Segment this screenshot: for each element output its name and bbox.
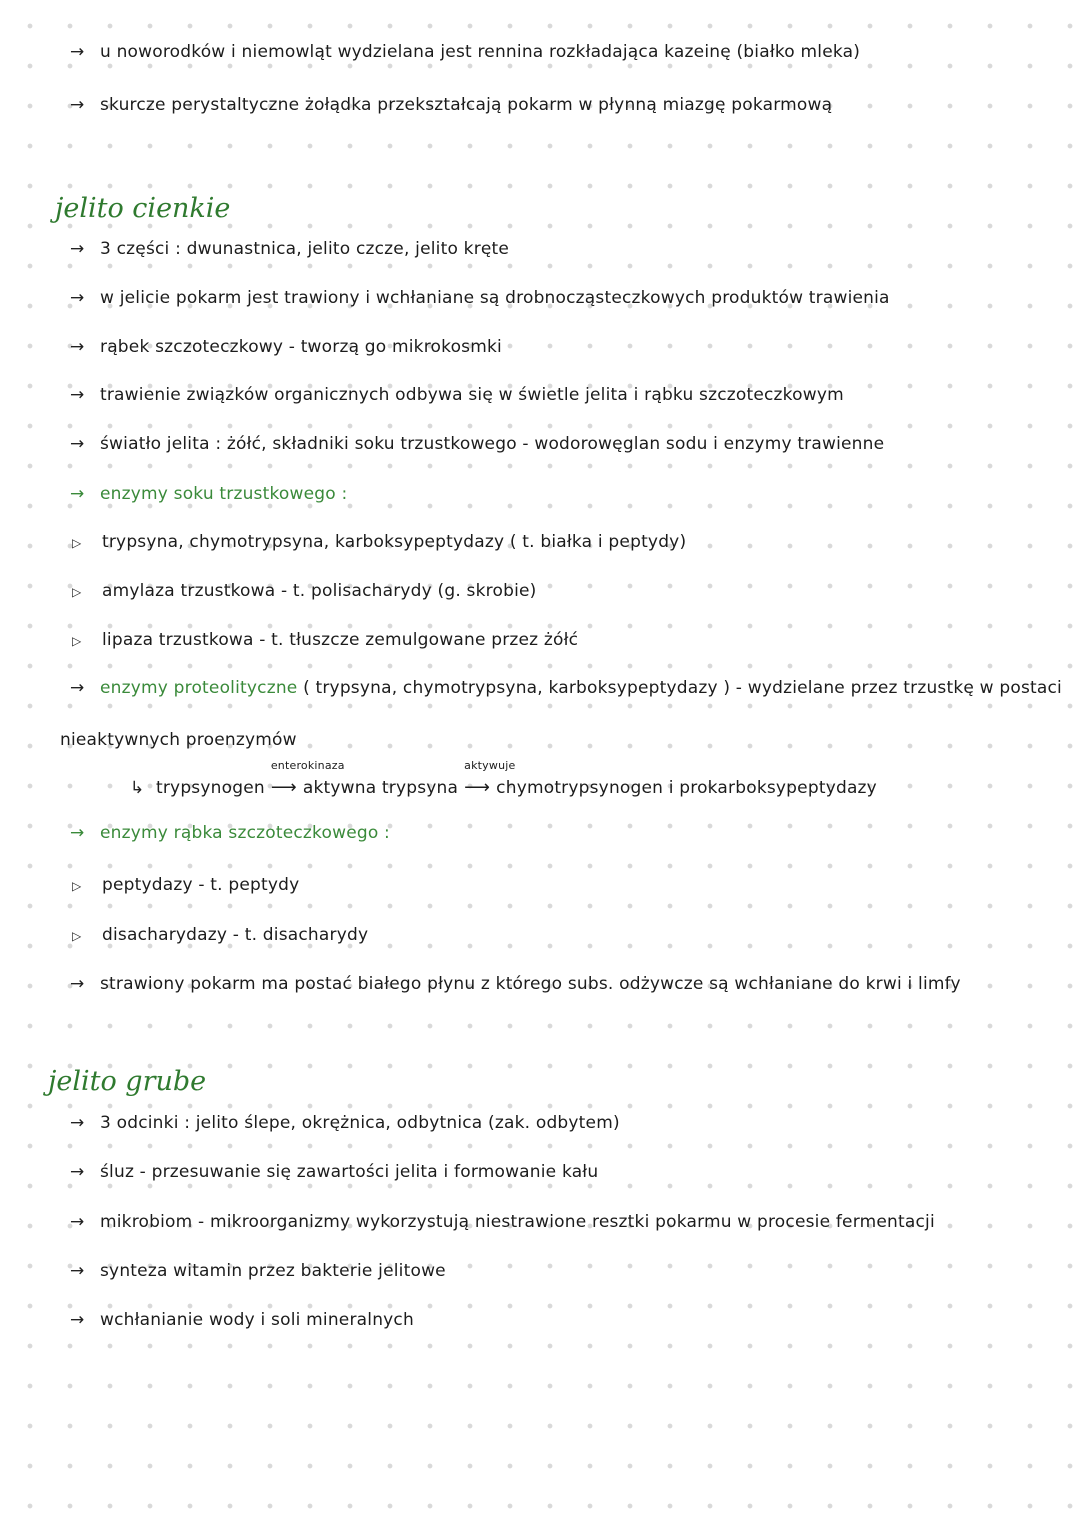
note-line-amylaza — [72, 579, 537, 604]
conversion-arrow-aktywuje — [464, 759, 516, 800]
note-line-peptydazy — [72, 873, 299, 898]
note-line-synteza — [70, 1259, 446, 1283]
arrow-icon: → — [70, 484, 85, 504]
long-arrow-icon: ⟶ — [464, 777, 491, 798]
arrow-icon: → — [70, 95, 85, 115]
long-arrow-icon: ⟶ — [270, 777, 297, 798]
note-line-trawienie-wchlanianie — [70, 286, 890, 310]
note-line-trypsyna — [72, 530, 686, 555]
note-text: 3 części : dwunastnica, jelito czcze, jelito kręte — [100, 239, 510, 259]
arrow-icon: → — [70, 823, 85, 843]
arrow-icon: → — [70, 434, 85, 454]
conversion-end: chymotrypsynogen i prokarboksypeptydazy — [496, 778, 877, 798]
note-line-proteolytic — [70, 676, 1062, 700]
note-text: strawiony pokarm ma postać białego płynu z którego subs. odżywcze są wchłaniane do krwi i limfy — [100, 974, 961, 994]
arrow-icon: → — [70, 1310, 85, 1330]
note-line-strawiony — [70, 972, 961, 996]
note-line-disacharydazy — [72, 923, 368, 948]
conversion-mid: aktywna trypsyna — [302, 778, 459, 798]
note-text: śluz - przesuwanie się zawartości jelita i formowanie kału — [100, 1162, 599, 1182]
note-text: trypsyna, chymotrypsyna, karboksypeptydazy ( t. białka i peptydy) — [102, 532, 687, 552]
note-text: peptydazy - t. peptydy — [102, 875, 300, 895]
note-text: enzymy rąbka szczoteczkowego : — [100, 823, 390, 843]
note-text: disacharydazy - t. disacharydy — [102, 925, 369, 945]
note-text: enzymy soku trzustkowego : — [100, 484, 348, 504]
note-text: mikrobiom - mikroorganizmy wykorzystują niestrawione resztki pokarmu w procesie fermentacji — [100, 1212, 935, 1232]
note-text: rąbek szczoteczkowy - tworzą go mikrokosmki — [100, 337, 502, 357]
conversion-label: aktywuje — [464, 759, 516, 772]
conversion-label: enterokinaza — [270, 759, 345, 772]
note-line-3-czesci — [70, 237, 509, 261]
arrow-icon: → — [70, 337, 85, 357]
note-text: u noworodków i niemowląt wydzielana jest rennina rozkładająca kazeinę (białko mleka) — [100, 42, 861, 62]
arrow-icon: → — [70, 1212, 85, 1232]
note-line-wchlanianie-wody — [70, 1308, 414, 1332]
section-title-small-intestine: jelito cienkie — [55, 193, 231, 224]
arrow-icon: → — [70, 1261, 85, 1281]
arrow-icon: → — [70, 385, 85, 405]
triangle-bullet-icon: ▷ — [72, 634, 82, 648]
note-text: trawienie związków organicznych odbywa się w świetle jelita i rąbku szczoteczkowym — [100, 385, 844, 405]
note-text: amylaza trzustkowa - t. polisacharydy (g. skrobie) — [102, 581, 537, 601]
section-title-large-intestine: jelito grube — [48, 1066, 207, 1097]
note-text: skurcze perystaltyczne żołądka przekształcają pokarm w płynną miazgę pokarmową — [100, 95, 833, 115]
arrow-icon: → — [70, 678, 85, 698]
note-line-sluz — [70, 1160, 598, 1184]
triangle-bullet-icon: ▷ — [72, 536, 82, 550]
arrow-icon: → — [70, 239, 85, 259]
note-text: w jelicie pokarm jest trawiony i wchłaniane są drobnocząsteczkowych produktów trawienia — [100, 288, 890, 308]
note-line-swiatlo-jelita — [70, 432, 884, 456]
note-line-lipaza — [72, 628, 578, 653]
note-text: lipaza trzustkowa - t. tłuszcze zemulgowane przez żółć — [102, 630, 579, 650]
triangle-bullet-icon: ▷ — [72, 929, 82, 943]
note-text: wchłanianie wody i soli mineralnych — [100, 1310, 414, 1330]
conversion-start: trypsynogen — [156, 778, 265, 798]
arrow-icon: → — [70, 1162, 85, 1182]
note-text: światło jelita : żółć, składniki soku trzustkowego - wodorowęglan sodu i enzymy trawienne — [100, 434, 885, 454]
note-text: 3 odcinki : jelito ślepe, okrężnica, odbytnica (zak. odbytem) — [100, 1113, 620, 1133]
triangle-bullet-icon: ▷ — [72, 585, 82, 599]
hook-arrow-icon: ↳ — [130, 778, 145, 798]
conversion-arrow-enterokinaza — [270, 759, 345, 800]
note-text-green: enzymy proteolityczne — [100, 678, 298, 698]
arrow-icon: → — [70, 974, 85, 994]
arrow-icon: → — [70, 288, 85, 308]
note-line-rennina — [70, 40, 860, 64]
conversion-line — [130, 759, 877, 800]
triangle-bullet-icon: ▷ — [72, 879, 82, 893]
note-line-rabek — [70, 335, 502, 359]
note-line-skurcze — [70, 93, 832, 117]
subheading-brush-border-enzymes — [70, 821, 390, 845]
note-line-proenzymes: nieaktywnych proenzymów — [60, 730, 297, 750]
arrow-icon: → — [70, 1113, 85, 1133]
note-line-mikrobiom — [70, 1210, 935, 1234]
note-text: ( trypsyna, chymotrypsyna, karboksypeptydazy ) - wydzielane przez trzustkę w postaci — [303, 678, 1062, 698]
note-line-odcinki — [70, 1111, 620, 1135]
arrow-icon: → — [70, 42, 85, 62]
note-text: synteza witamin przez bakterie jelitowe — [100, 1261, 446, 1281]
subheading-pancreatic-enzymes — [70, 482, 347, 506]
note-line-trawienie-organiczne — [70, 383, 844, 407]
